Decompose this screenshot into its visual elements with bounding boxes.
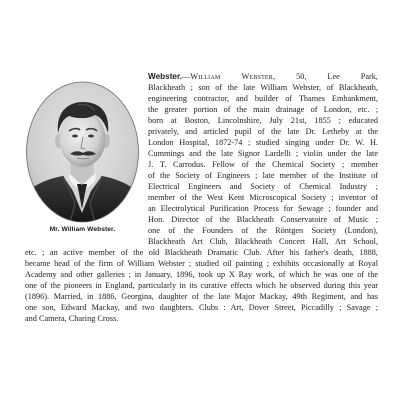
entry-surname: Webster. bbox=[148, 72, 182, 81]
entry-line: Blackheath ; son of the late William Webster, of Blackheath, bbox=[148, 83, 378, 92]
entry-line: Cummings and the late Signor Lardelli ; violin under the late bbox=[148, 149, 378, 158]
entry-line: one son, Edward Mackay, and two daughters. Clubs : Art, Dover Street, Piccadilly ; Savage ; bbox=[25, 303, 378, 312]
entry-address: , 50, Lee Park, bbox=[273, 72, 378, 81]
entry-line: Hon. Director of the Blackheath Conservatoire of Music ; bbox=[148, 215, 378, 224]
entry-line: London Hospital, 1872-74 ; studied singing under Dr. W. H. bbox=[148, 138, 378, 147]
entry-line: one of the pioneers in England, particularly in its curative effects which he observed during this year bbox=[25, 281, 378, 290]
entry-line: became head of the firm of William Webster ; studied oil painting ; exhibits occasionally at Royal bbox=[25, 259, 378, 268]
entry-line: J. T. Carrodus. Fellow of the Chemical Society ; member bbox=[148, 160, 378, 169]
entry-line: etc. ; an active member of the old Blackheath Dramatic Club. After his father's death, 1888, bbox=[25, 248, 378, 257]
entry-line: privately, and articled pupil of the late Dr. Letheby at the bbox=[148, 127, 378, 136]
entry-line: Academy and other galleries ; in January, 1896, took up X Ray work, of which he was one of the bbox=[25, 270, 378, 279]
portrait-photo bbox=[25, 81, 140, 223]
entry-line: member of the West Kent Microscopical Society ; inventor of bbox=[148, 193, 378, 202]
entry-line: born at Boston, Lincolnshire, July 21st, 1855 ; educated bbox=[148, 116, 378, 125]
entry-line: engineering contractor, and builder of Thames Embankment, bbox=[148, 94, 378, 103]
entry-line: (1896). Married, in 1886, Georgina, daughter of the late Major Mackay, 49th Regiment, and has bbox=[25, 292, 378, 301]
entry-line: an Electrolytical Purification Process for Sewage ; founder and bbox=[148, 204, 378, 213]
entry-line: Blackheath Art Club, Blackheath Concert Hall, Art School, bbox=[148, 237, 378, 246]
entry-full-name: William Webster bbox=[190, 72, 274, 81]
entry-line: Electrical Engineers and Society of Chemical Industry ; bbox=[148, 182, 378, 191]
entry-line: of the Society of Engineers ; late member of the Institute of bbox=[148, 171, 378, 180]
entry-line: one of the Founders of the Röntgen Society (London), bbox=[148, 226, 378, 235]
portrait-caption: Mr. William Webster. bbox=[49, 226, 116, 233]
entry-line: the greater portion of the main drainage of London, etc. ; bbox=[148, 105, 378, 114]
entry-heading-line: Webster.—William Webster, 50, Lee Park, bbox=[148, 72, 378, 81]
entry-line: and Camera, Charing Cross. bbox=[25, 314, 119, 323]
